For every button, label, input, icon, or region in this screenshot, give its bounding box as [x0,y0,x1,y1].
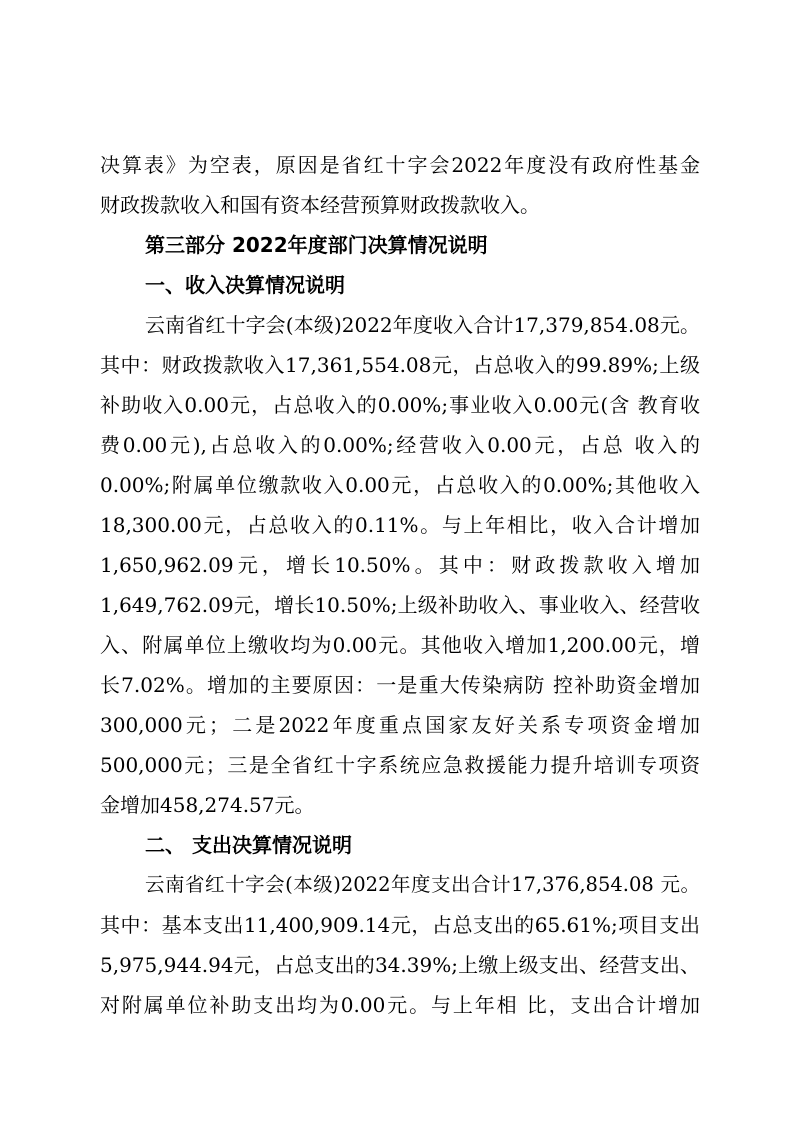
section-heading-expenditure: 二、 支出决算情况说明 [145,833,352,857]
paragraph-line: 财政拨款收入和国有资本经营预算财政拨款收入。 [100,193,540,217]
section-heading-income: 一、收入决算情况说明 [145,273,345,297]
paragraph-line: 云南省红十字会(本级)2022年度收入合计17,379,854.08元。 [145,313,700,337]
paragraph-line: 其中：基本支出11,400,909.14元，占总支出的65.61%;项目支出 [100,913,700,937]
paragraph-line: 费0.00元),占总收入的0.00%;经营收入0.00元，占总 收入的 [100,433,700,457]
part-heading: 第三部分 2022年度部门决算情况说明 [145,233,488,257]
paragraph-line: 1,649,762.09元，增长10.50%;上级补助收入、事业收入、经营收 [100,593,700,617]
paragraph-line: 1,650,962.09元，增长10.50%。其中：财政拨款收入增加 [100,553,700,577]
paragraph-line: 0.00%;附属单位缴款收入0.00元，占总收入的0.00%;其他收入 [100,473,700,497]
paragraph-line: 18,300.00元，占总收入的0.11%。与上年相比，收入合计增加 [100,513,700,537]
paragraph-line: 补助收入0.00元，占总收入的0.00%;事业收入0.00元(含 教育收 [100,393,700,417]
paragraph-line: 5,975,944.94元，占总支出的34.39%;上缴上级支出、经营支出、 [100,953,700,977]
paragraph-line: 长7.02%。增加的主要原因：一是重大传染病防 控补助资金增加 [100,673,700,697]
paragraph-line: 金增加458,274.57元。 [100,793,315,817]
paragraph-line: 云南省红十字会(本级)2022年度支出合计17,376,854.08 元。 [145,873,700,896]
paragraph-line: 其中：财政拨款收入17,361,554.08元，占总收入的99.89%;上级 [100,353,700,377]
paragraph-line: 入、附属单位上缴收均为0.00元。其他收入增加1,200.00元，增 [100,633,700,657]
paragraph-line: 对附属单位补助支出均为0.00元。与上年相 比，支出合计增加 [100,993,700,1017]
paragraph-line: 300,000元；二是2022年度重点国家友好关系专项资金增加 [100,713,700,737]
paragraph-line: 决算表》为空表，原因是省红十字会2022年度没有政府性基金 [100,153,700,177]
paragraph-line: 500,000元；三是全省红十字系统应急救援能力提升培训专项资 [100,753,700,777]
